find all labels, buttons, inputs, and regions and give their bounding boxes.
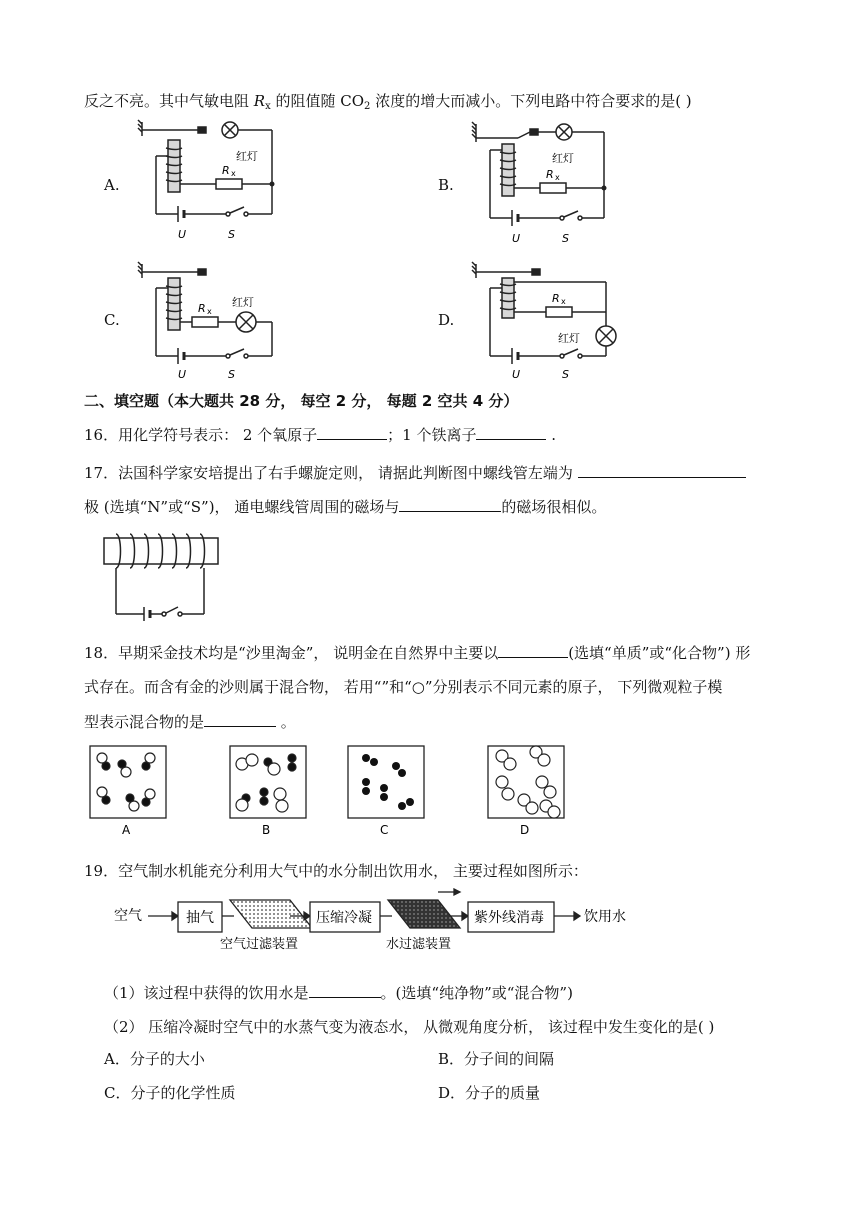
q19-line-1: 19．空气制水机能充分利用大气中的水分制出饮用水， 主要过程如图所示： <box>84 862 588 880</box>
q18-line-1: 18．早期采金技术均是“沙里淘金”， 说明金在自然界中主要以 (选填“单质”或“化合物”) 形 <box>84 644 751 662</box>
svg-text:B: B <box>262 823 271 837</box>
svg-text:x: x <box>555 173 560 182</box>
svg-text:x: x <box>561 297 566 306</box>
svg-text:R: R <box>198 302 206 315</box>
svg-text:C: C <box>380 823 389 837</box>
svg-text:U: U <box>512 368 521 381</box>
solenoid-diagram <box>100 528 230 624</box>
q18-blank-2[interactable] <box>204 712 276 727</box>
q18-line-3: 型表示混合物的是 。 <box>84 713 296 731</box>
svg-text:S: S <box>228 368 235 380</box>
svg-text:红灯: 红灯 <box>236 150 258 163</box>
svg-text:x: x <box>231 169 236 178</box>
q18-line-2: 式存在。而含有金的沙则属于混合物， 若用“”和“○”分别表示不同元素的原子， 下列微观粒子模 <box>84 678 723 696</box>
option-d-label: D. <box>438 311 455 329</box>
model-box-c <box>348 746 424 818</box>
q18-blank-1[interactable] <box>498 643 568 658</box>
circuit-a-diagram <box>136 118 286 243</box>
q17-blank-2[interactable] <box>399 497 501 512</box>
circuit-b-diagram <box>470 120 620 245</box>
svg-text:R: R <box>552 292 560 305</box>
svg-text:R: R <box>222 164 230 177</box>
svg-text:S: S <box>228 228 235 241</box>
q19-sub-1: （1）该过程中获得的饮用水是 。(选填“纯净物”或“混合物”) <box>104 984 573 1002</box>
q19-choice-b[interactable]: B．分子间的间隔 <box>438 1050 555 1068</box>
q17-line-2: 极 (选填“N”或“S”)， 通电螺线管周围的磁场与 的磁场很相似。 <box>84 498 607 516</box>
circuit-c-diagram <box>136 260 286 380</box>
svg-text:抽气: 抽气 <box>186 910 214 926</box>
svg-text:D: D <box>520 823 530 837</box>
particle-models <box>84 742 604 838</box>
q17-blank-1[interactable] <box>578 463 746 478</box>
q19-choice-c[interactable]: C．分子的化学性质 <box>104 1084 236 1102</box>
svg-text:U: U <box>178 228 187 241</box>
svg-text:U: U <box>178 368 187 380</box>
section-title: 二、填空题（本大题共 28 分， 每空 2 分， 每题 2 空共 4 分） <box>84 392 519 410</box>
svg-text:压缩冷凝: 压缩冷凝 <box>316 910 372 926</box>
svg-text:红灯: 红灯 <box>558 332 580 345</box>
svg-text:空气过滤装置: 空气过滤装置 <box>220 937 299 952</box>
svg-text:红灯: 红灯 <box>232 296 254 309</box>
svg-text:A: A <box>122 823 131 837</box>
q19-choice-d[interactable]: D．分子的质量 <box>438 1084 541 1102</box>
svg-text:水过滤装置: 水过滤装置 <box>386 937 452 952</box>
q16-text: 16．用化学符号表示： 2 个氧原子 ；1 个铁离子 . <box>84 426 557 444</box>
option-b-label: B. <box>438 176 454 194</box>
svg-text:x: x <box>207 307 212 316</box>
svg-text:紫外线消毒: 紫外线消毒 <box>474 910 544 926</box>
svg-text:饮用水: 饮用水 <box>584 909 626 925</box>
q15-stem: 反之不亮。其中气敏电阻 $R_x$ 的阻值随 $CO_2$ 浓度的增大而减小。下列电路中符合要求的是( ) <box>84 92 692 112</box>
q16-blank-1[interactable] <box>317 425 387 440</box>
svg-text:红灯: 红灯 <box>552 152 574 165</box>
svg-text:U: U <box>512 232 521 245</box>
option-c-label: C. <box>104 311 120 329</box>
svg-text:S: S <box>562 232 569 245</box>
svg-text:空气: 空气 <box>114 908 142 924</box>
svg-text:R: R <box>546 168 554 181</box>
svg-text:S: S <box>562 368 569 381</box>
q19-blank-1[interactable] <box>309 983 381 998</box>
q16-blank-2[interactable] <box>476 425 546 440</box>
q19-choice-a[interactable]: A．分子的大小 <box>104 1050 205 1068</box>
option-a-label: A. <box>104 176 120 194</box>
circuit-d-diagram <box>470 260 620 382</box>
q17-line-1: 17．法国科学家安培提出了右手螺旋定则， 请据此判断图中螺线管左端为 <box>84 462 746 483</box>
q19-sub-2: （2） 压缩冷凝时空气中的水蒸气变为液态水， 从微观角度分析， 该过程中发生变化的是( ) <box>104 1018 715 1036</box>
water-process-flow <box>104 888 664 956</box>
